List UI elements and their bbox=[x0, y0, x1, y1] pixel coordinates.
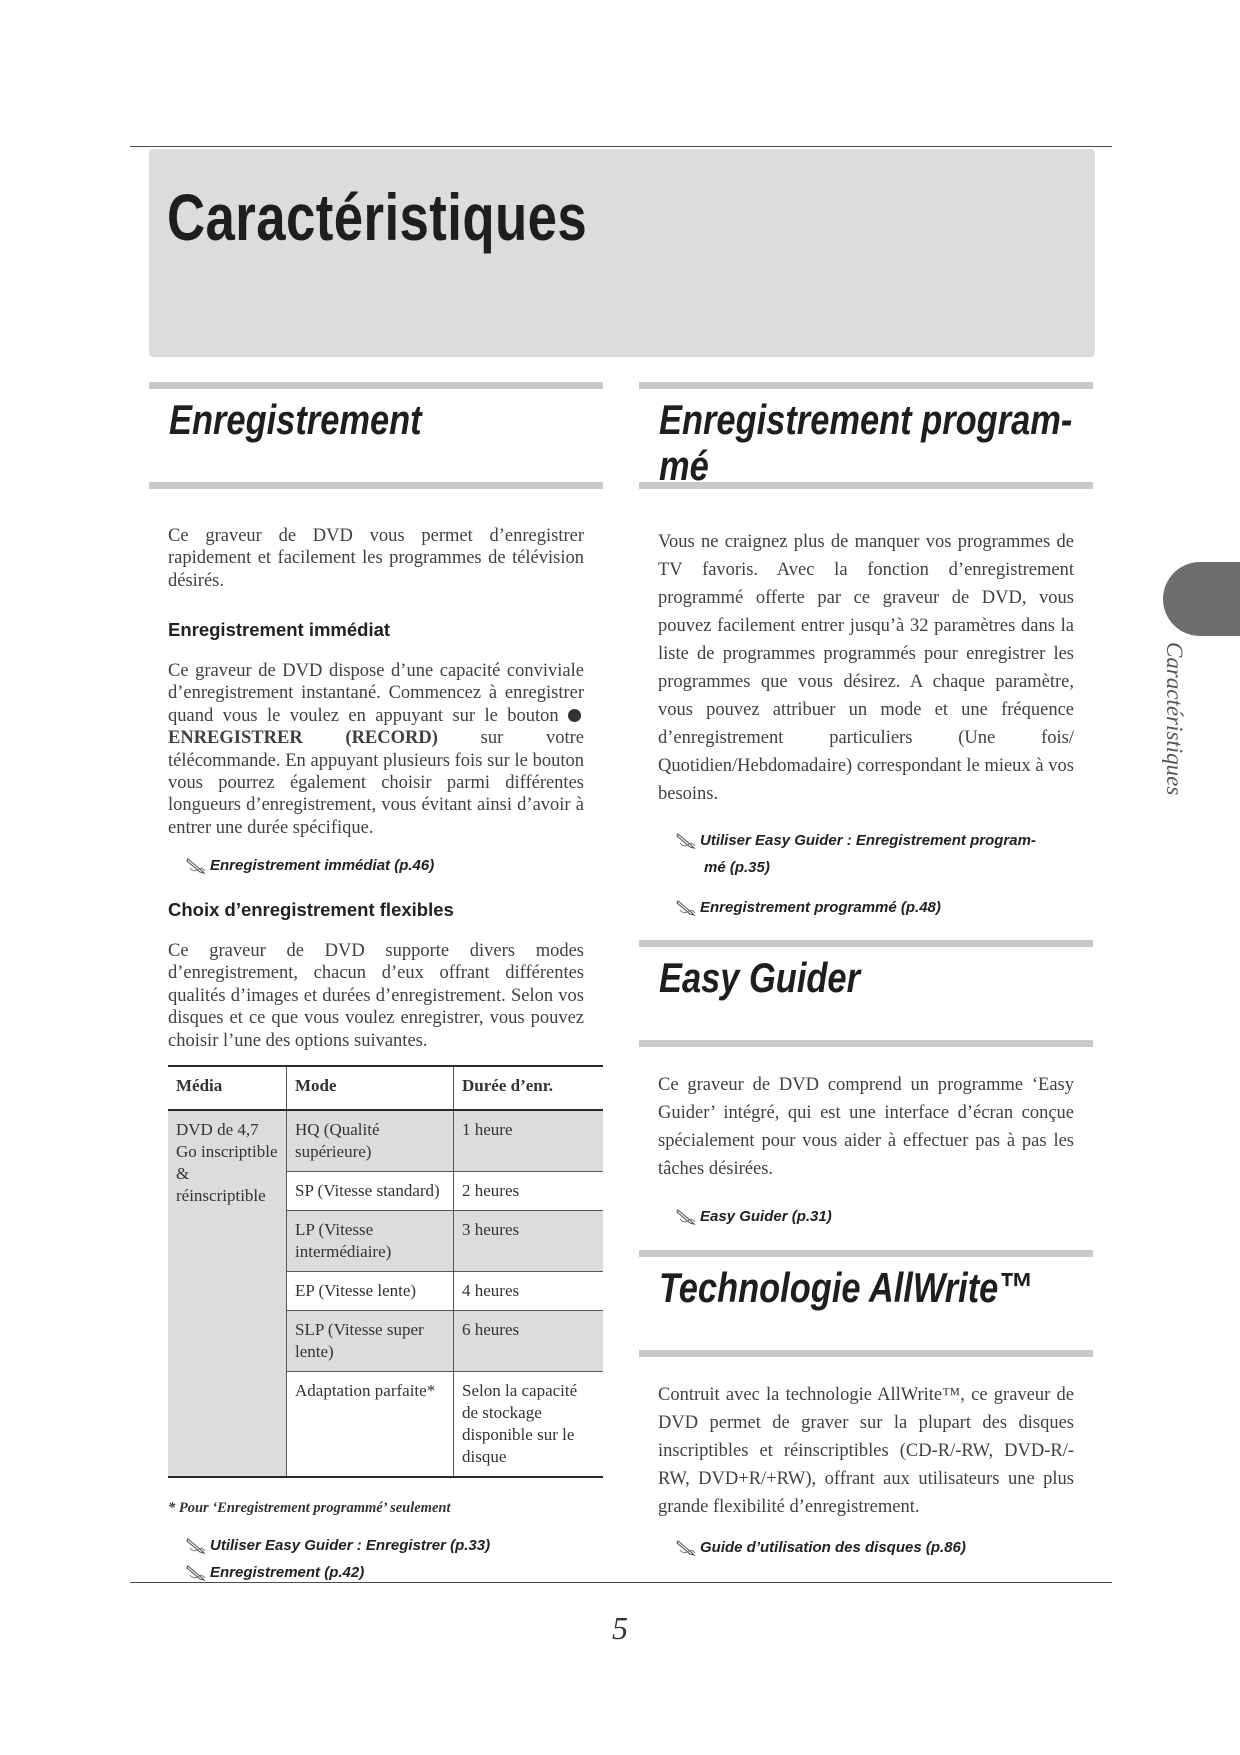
section-heading-allwrite: Technologie AllWrite™ bbox=[639, 1250, 1093, 1357]
recording-modes-table bbox=[168, 1065, 603, 1478]
immediat-text: Ce graveur de DVD dispose d’une capacité conviviale d’enregistrement instantané. Commencez à enregistrer quand vous le voulez en appuyant sur le bouton ENREGISTRER (RECORD) sur votre télécommande. En appuyant plusieurs fois sur le bouton vous pourrez également choisir parmi différentes longueurs d’enregistrement, vous évitant ainsi d’avoir à entrer une durée spécifique. bbox=[168, 661, 584, 838]
pen-icon bbox=[675, 898, 697, 916]
pen-icon bbox=[675, 831, 697, 849]
record-button-label: ENREGISTRER (RECORD) bbox=[168, 728, 438, 749]
table-row: DVD de 4,7 Go inscriptible & réinscriptible HQ (Qualité supérieure) 1 heure bbox=[168, 1110, 603, 1172]
section-heading-easy-guider: Easy Guider bbox=[639, 940, 1093, 1047]
flexibles-text: Ce graveur de DVD supporte divers modes d’enregistrement, chacun d’eux offrant différentes qualités d’images et durées d’enregistrement. Selon vos disques et ce que vous voulez enregistrer, vous pouvez choisir l’une des options suivantes. bbox=[168, 941, 584, 1051]
table-row: EP (Vitesse lente) 4 heures bbox=[168, 1272, 603, 1311]
table-row: SLP (Vitesse super lente) 6 heures bbox=[168, 1311, 603, 1372]
pen-icon bbox=[675, 1538, 697, 1556]
col-header-duree: Durée d’enr. bbox=[454, 1066, 604, 1110]
media-cell: DVD de 4,7 Go inscriptible & réinscriptible bbox=[168, 1110, 287, 1477]
top-rule bbox=[130, 146, 1112, 147]
pen-icon bbox=[675, 1207, 697, 1225]
page-title: Caractéristiques bbox=[167, 180, 588, 254]
title-banner bbox=[149, 149, 1095, 357]
ref-programme[interactable]: Enregistrement programmé (p.48) bbox=[675, 894, 941, 921]
programme-text: Vous ne craignez plus de manquer vos programmes de TV favoris. Avec la fonction d’enregistrement programmé offerte par ce graveur de DVD, vous pouvez facilement entrer jusqu’à 32 paramètres dans la liste de programmes programmés pour enregistrer les programmes que vous désirez. A chaque paramètre, vous pouvez attribuer un mode et une fréquence d’enregistrement particuliers (Une fois/ Quotidien/Hebdomadaire) correspondant le mieux à vos besoins. bbox=[658, 532, 1074, 804]
ref-easy-guider[interactable]: Easy Guider (p.31) bbox=[675, 1203, 832, 1230]
allwrite-text: Contruit avec la technologie AllWrite™, ce graveur de DVD permet de graver sur la plupart des disques inscriptibles et réinscriptibles (CD-R/-RW, DVD-R/-RW, DVD+R/+RW), offrant aux utilisateurs une plus grande flexibilité d’enregistrement. bbox=[658, 1385, 1074, 1517]
table-row: LP (Vitesse intermédiaire) 3 heures bbox=[168, 1211, 603, 1272]
pen-icon bbox=[185, 856, 207, 874]
ref-easy-guider-programme[interactable]: Utiliser Easy Guider : Enregistrement program- mé (p.35) bbox=[675, 827, 1075, 881]
table-footnote: * Pour ‘Enregistrement programmé’ seulement bbox=[168, 1500, 451, 1516]
pen-icon bbox=[185, 1536, 207, 1554]
subheading-flexibles: Choix d’enregistrement flexibles bbox=[168, 899, 454, 920]
enregistrement-intro: Ce graveur de DVD vous permet d’enregistrer rapidement et facilement les programmes de télévision désirés. bbox=[168, 526, 584, 591]
ref-immediat[interactable]: Enregistrement immédiat (p.46) bbox=[185, 852, 434, 879]
ref-easy-guider-enregistrer[interactable]: Utiliser Easy Guider : Enregistrer (p.33) bbox=[185, 1532, 490, 1559]
section-heading-enregistrement: Enregistrement bbox=[149, 382, 603, 489]
col-header-media: Média bbox=[168, 1066, 287, 1110]
page-number: 5 bbox=[612, 1610, 628, 1646]
ref-guide-disques[interactable]: Guide d’utilisation des disques (p.86) bbox=[675, 1534, 966, 1561]
table-row: Adaptation parfaite* Selon la capacité de stockage disponible sur le disque bbox=[168, 1372, 603, 1478]
record-dot-icon bbox=[568, 709, 581, 722]
bottom-rule bbox=[130, 1582, 1112, 1583]
side-tab-label: Caractéristiques bbox=[1162, 642, 1187, 796]
chapter-tab bbox=[1163, 562, 1240, 636]
ref-enregistrement[interactable]: Enregistrement (p.42) bbox=[185, 1559, 364, 1586]
section-heading-programme: Enregistrement program- mé bbox=[639, 382, 1093, 489]
table-row: SP (Vitesse standard) 2 heures bbox=[168, 1172, 603, 1211]
subheading-immediat: Enregistrement immédiat bbox=[168, 619, 391, 640]
easy-guider-text: Ce graveur de DVD comprend un programme ‘Easy Guider’ intégré, qui est une interface d’écran conçue spécialement pour vous aider à effectuer pas à pas les tâches désirées. bbox=[658, 1075, 1074, 1179]
pen-icon bbox=[185, 1563, 207, 1581]
col-header-mode: Mode bbox=[287, 1066, 454, 1110]
